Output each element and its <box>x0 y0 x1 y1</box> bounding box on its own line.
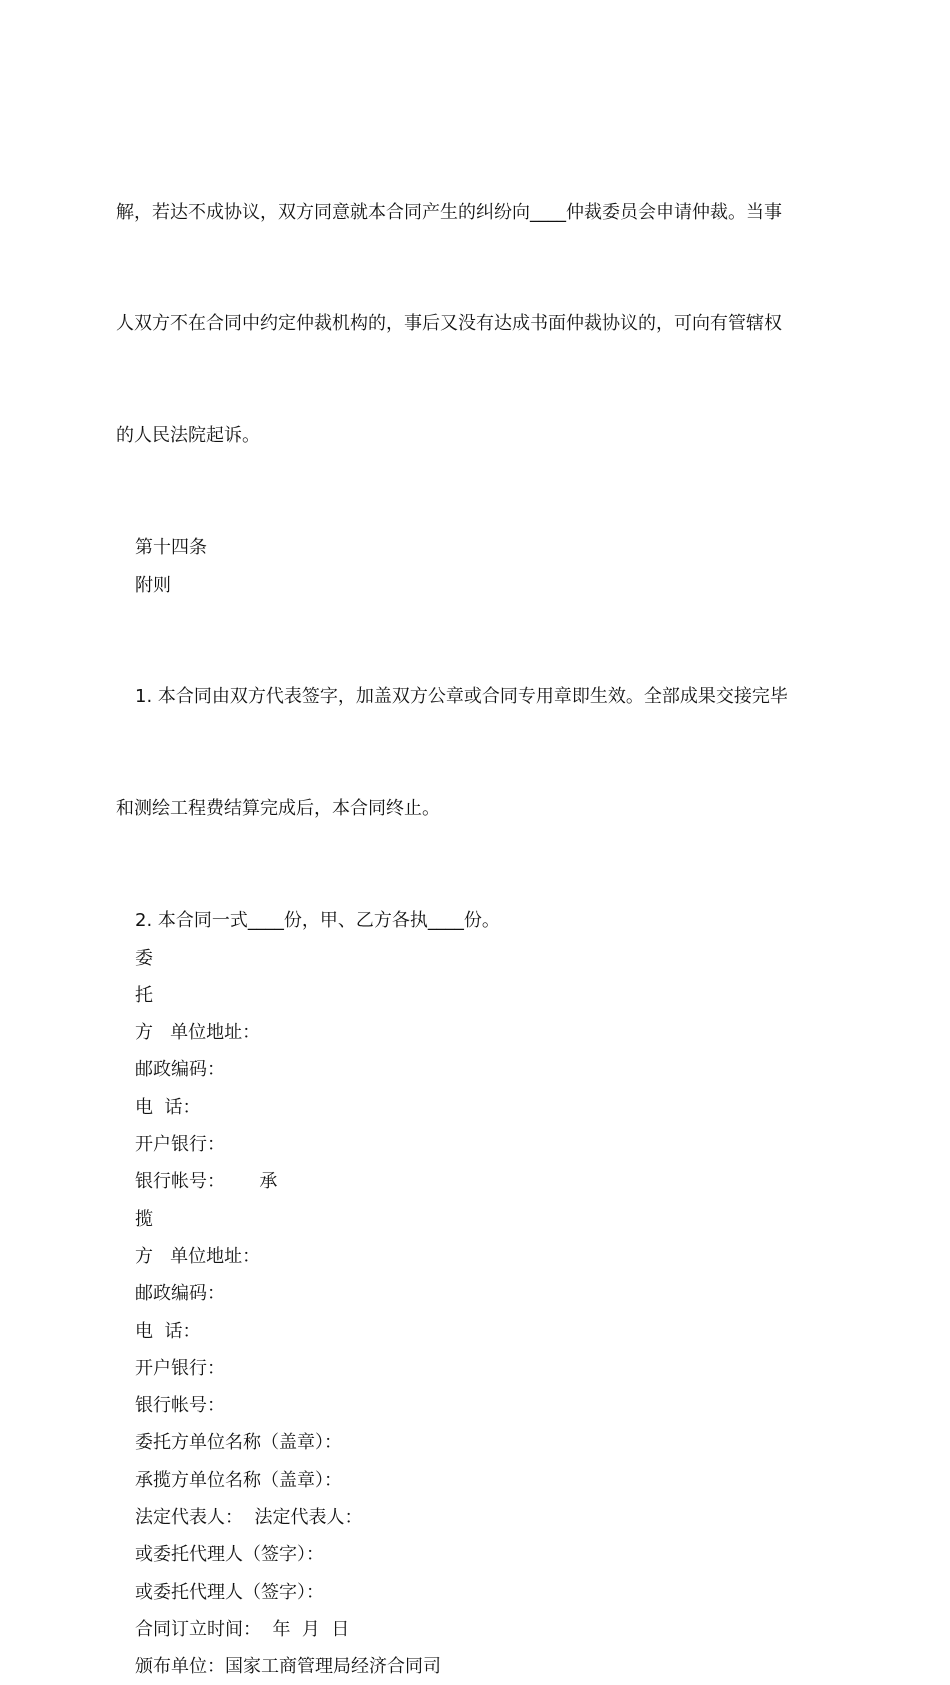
paragraph-line: 和测绘工程费结算完成后，本合同终止。 <box>116 798 440 820</box>
paragraph-line: 解，若达不成协议，双方同意就本合同产生的纠纷向____仲裁委员会申请仲裁。当事 <box>116 201 782 223</box>
contractor-phone-field: 电 话： <box>135 1320 201 1342</box>
paragraph-line: 人双方不在合同中约定仲裁机构的，事后又没有达成书面仲裁协议的，可向有管辖权 <box>116 313 782 335</box>
contractor-label-char: 揽 <box>135 1208 153 1230</box>
client-address-field: 方 单位地址： <box>135 1022 261 1044</box>
article-heading: 第十四条 <box>135 537 207 559</box>
document-page <box>116 119 838 1685</box>
contractor-postal-code-field: 邮政编码： <box>135 1283 225 1305</box>
contractor-name-seal-field: 承揽方单位名称（盖章）： <box>135 1469 342 1491</box>
legal-representatives-field: 法定代表人： 法定代表人： <box>135 1506 363 1528</box>
client-label-char: 委 <box>135 947 153 969</box>
client-name-seal-field: 委托方单位名称（盖章）： <box>135 1432 342 1454</box>
client-bank-field: 开户银行： <box>135 1134 225 1156</box>
client-account-field: 银行帐号： 承 <box>135 1171 278 1193</box>
client-postal-code-field: 邮政编码： <box>135 1059 225 1081</box>
client-label-char: 托 <box>135 984 153 1006</box>
clause-1-paragraph <box>116 604 838 902</box>
contractor-bank-field: 开户银行： <box>135 1357 225 1379</box>
clause-2: 2. 本合同一式____份，甲、乙方各执____份。 <box>135 910 500 932</box>
client-phone-field: 电 话： <box>135 1096 201 1118</box>
signing-date-field: 合同订立时间： 年 月 日 <box>135 1618 350 1640</box>
client-agent-signature-field: 或委托代理人（签字）： <box>135 1544 324 1566</box>
contractor-agent-signature-field: 或委托代理人（签字）： <box>135 1581 324 1603</box>
contractor-address-field: 方 单位地址： <box>135 1245 261 1267</box>
arbitration-paragraph <box>116 119 838 529</box>
appendix-heading: 附则 <box>135 574 171 596</box>
paragraph-line: 1. 本合同由双方代表签字，加盖双方公章或合同专用章即生效。全部成果交接完毕 <box>135 686 788 708</box>
paragraph-line: 的人民法院起诉。 <box>116 425 260 447</box>
contractor-account-field: 银行帐号： <box>135 1395 225 1417</box>
issuer-line: 颁布单位：国家工商管理局经济合同司 <box>135 1656 441 1678</box>
